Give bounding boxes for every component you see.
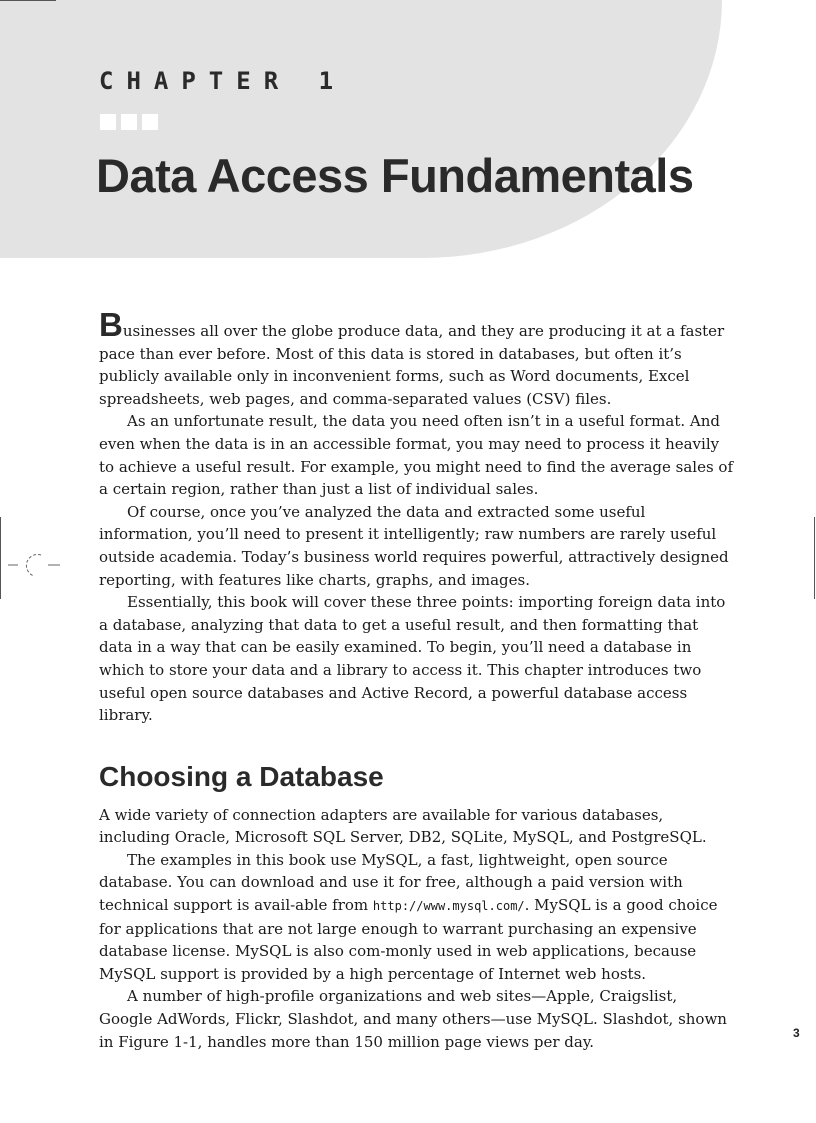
square-ornament (121, 114, 137, 130)
paragraph (99, 849, 734, 986)
crop-mark-left (0, 517, 1, 599)
corner-rule (0, 0, 56, 1)
paragraph: A wide variety of connection adapters are available for various databases, including Oracle, Microsoft SQL Server, DB2, SQLite, MySQL, and PostgreSQL. (99, 805, 707, 847)
square-ornament (142, 114, 158, 130)
drop-cap: B (99, 306, 123, 343)
square-ornament (100, 114, 116, 130)
crop-mark-right (814, 517, 815, 599)
intro-paragraph (99, 306, 734, 410)
paragraph: Essentially, this book will cover these three points: importing foreign data into a database, analyzing that data to get a useful result, and then formatting that data in a way that can be easily examined. To begin, you’ll need a database in which to store your data and a library to access it. This chapter introduces two useful open source databases and Active Record, a powerful database access library. (99, 593, 726, 725)
section-heading: Choosing a Database (99, 760, 384, 792)
paragraph-text: The examples in this book use MySQL, a fast, lightweight, open source database. You can download and use it for free, although a paid version with technical support is avail-able from (99, 850, 683, 915)
paragraph: A number of high-profile organizations and web sites—Apple, Craigslist, Google AdWords, Flickr, Slashdot, and many others—use MySQL. Slashdot, shown in Figure 1-1, handles more than 150 million page views per day. (99, 987, 727, 1051)
paragraph-text: . MySQL is a good choice for applications that are not large enough to warrant purchasing an expensive database license. MySQL is also com-monly used in web applications, because MySQL support is provided by a high percentage of Internet web hosts. (99, 896, 718, 983)
paragraph: Of course, once you’ve analyzed the data and extracted some useful information, you’ll need to present it intelligently; raw numbers are rarely useful outside academia. Today’s business world requires powerful, attractively designed reporting, with features like charts, graphs, and images. (99, 502, 729, 589)
chapter-title: Data Access Fundamentals (96, 149, 694, 202)
chapter-squares (100, 114, 163, 134)
body-text (99, 306, 734, 1053)
paragraph-text: usinesses all over the globe produce data, and they are producing it at a faster pace than ever before. Most of this data is stored in databases, but often it’s publicly available only in inconvenient forms, such as Word documents, Excel spreadsheets, web pages, and comma-separated values (CSV) files. (99, 322, 725, 408)
paragraph: As an unfortunate result, the data you need often isn’t in a useful format. And even when the data is in an accessible format, you may need to process it heavily to achieve a useful result. For example, you might need to find the average sales of a certain region, rather than just a list of individual sales. (99, 412, 733, 499)
mysql-url: http://www.mysql.com/ (372, 899, 525, 914)
chapter-label: CHAPTER 1 (99, 67, 347, 95)
page-number: 3 (793, 1026, 800, 1040)
registration-mark-icon (8, 551, 60, 581)
